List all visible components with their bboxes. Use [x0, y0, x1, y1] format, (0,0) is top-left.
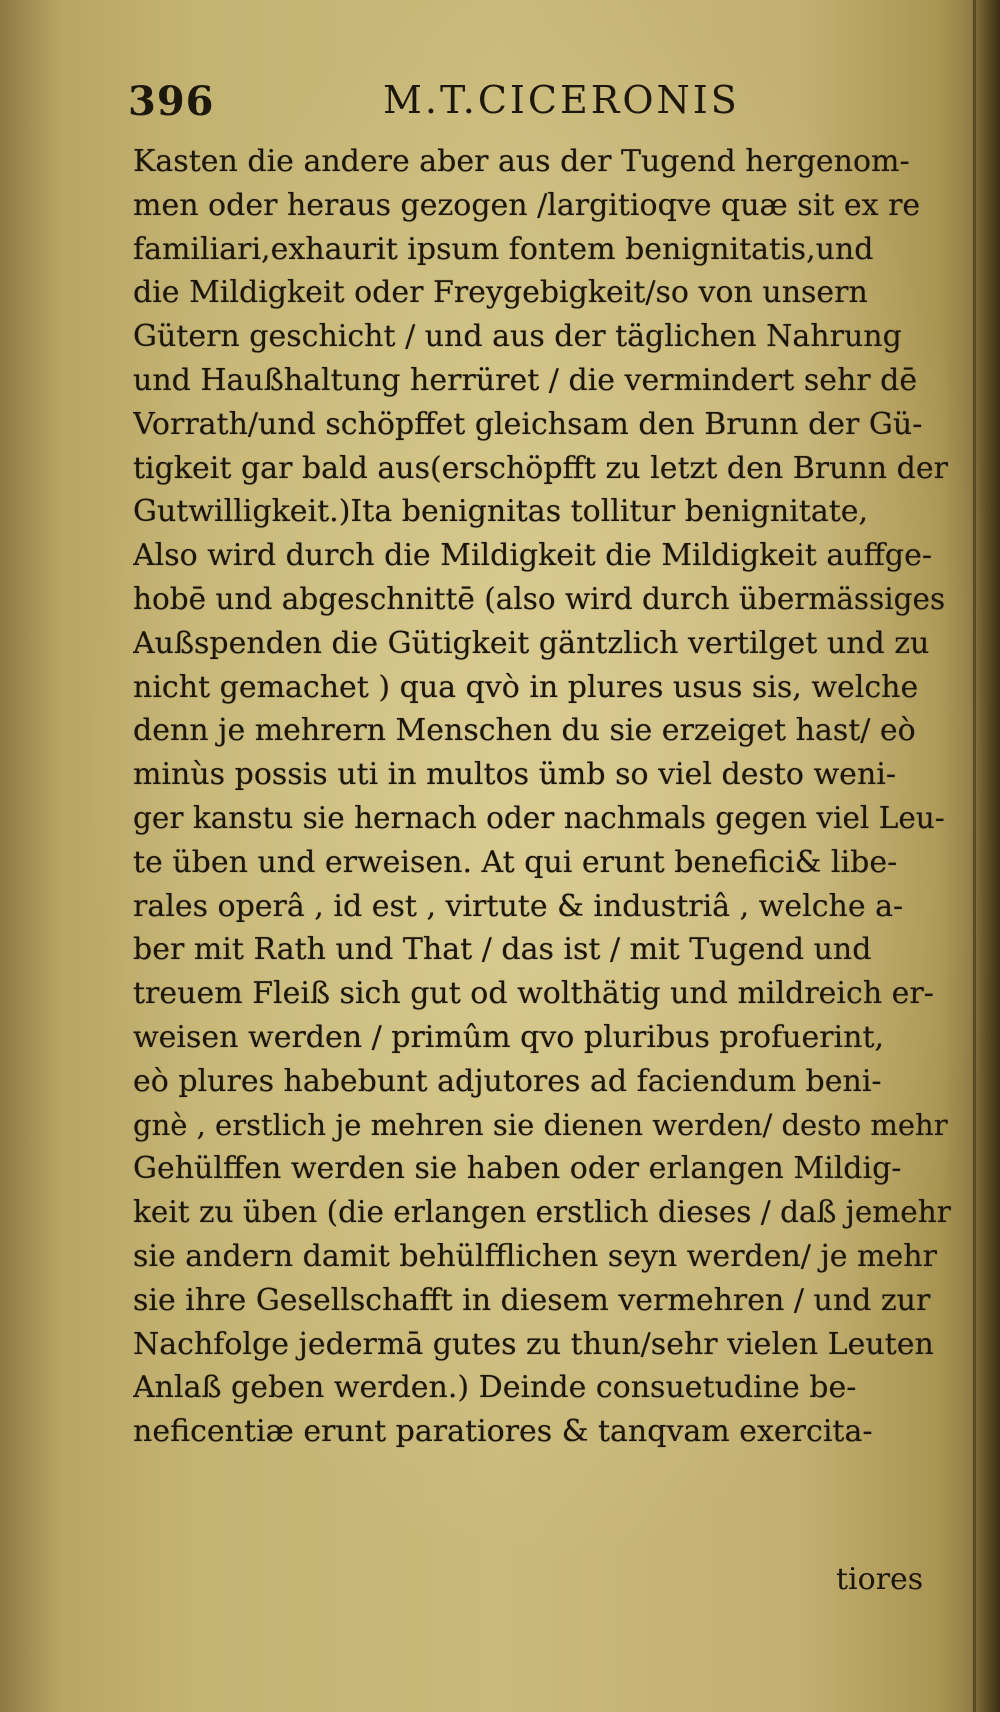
- text-line: minùs possis uti in multos ümb so viel desto weni-: [133, 757, 896, 793]
- text-line: Nachfolge jedermā gutes zu thun/sehr vielen Leuten: [133, 1326, 934, 1362]
- text-line: nicht gemachet ) qua qvò in plures usus sis, welche: [133, 669, 919, 705]
- text-line: und Haußhaltung herrüret / die vermindert sehr dē: [133, 362, 918, 398]
- body-text: [133, 140, 953, 1454]
- running-title: M.T.CICERONIS: [383, 78, 740, 122]
- page-number: 396: [128, 78, 215, 125]
- text-line: eò plures habebunt adjutores ad faciendum beni-: [133, 1063, 882, 1099]
- page-header: [128, 78, 768, 138]
- text-line: tigkeit gar bald aus(erschöpfft zu letzt den Brunn der: [133, 450, 948, 486]
- text-line: Gehülffen werden sie haben oder erlangen Mildig-: [133, 1151, 902, 1187]
- text-line: te üben und erweisen. At qui erunt benefici& libe-: [133, 844, 898, 880]
- text-line: neficentiæ erunt paratiores & tanqvam exercita-: [133, 1414, 873, 1450]
- text-line: ger kanstu sie hernach oder nachmals gegen viel Leu-: [133, 800, 945, 835]
- text-line: hobē und abgeschnittē (also wird durch übermässiges: [133, 581, 946, 616]
- text-line: Vorrath/und schöpffet gleichsam den Brunn der Gü-: [133, 406, 923, 442]
- text-line: sie ihre Gesellschafft in diesem vermehren / und zur: [133, 1282, 931, 1318]
- text-line: ber mit Rath und That / das ist / mit Tugend und: [133, 932, 872, 968]
- text-line: gnè , erstlich je mehren sie dienen werden/ desto mehr: [133, 1107, 948, 1142]
- text-line: sie andern damit behülfflichen seyn werden/ je mehr: [133, 1238, 937, 1274]
- text-line: die Mildigkeit oder Freygebigkeit/so von unsern: [133, 275, 868, 311]
- page-edge-line: [973, 0, 976, 1712]
- text-line: familiari,exhaurit ipsum fontem benignitatis,und: [133, 231, 874, 267]
- text-line: Anlaß geben werden.) Deinde consuetudine be-: [133, 1370, 857, 1406]
- text-line: Gütern geschicht / und aus der täglichen Nahrung: [133, 319, 902, 355]
- text-line: men oder heraus gezogen /largitioqve quæ sit ex re: [133, 187, 921, 223]
- catchword: tiores: [836, 1562, 924, 1597]
- text-line: weisen werden / primûm qvo pluribus profuerint,: [133, 1019, 885, 1055]
- text-line: denn je mehrern Menschen du sie erzeiget hast/ eò: [133, 713, 916, 749]
- text-line: rales operâ , id est , virtute & industriâ , welche a-: [133, 888, 904, 924]
- text-line: Kasten die andere aber aus der Tugend hergenom-: [133, 144, 910, 179]
- text-line: keit zu üben (die erlangen erstlich dieses / daß jemehr: [133, 1195, 951, 1230]
- text-line: treuem Fleiß sich gut od wolthätig und mildreich er-: [133, 976, 934, 1012]
- text-line: Also wird durch die Mildigkeit die Mildigkeit auffge-: [133, 538, 932, 574]
- text-line: Gutwilligkeit.)Ita benignitas tollitur benignitate,: [133, 494, 869, 530]
- text-line: Außspenden die Gütigkeit gäntzlich vertilget und zu: [133, 625, 930, 661]
